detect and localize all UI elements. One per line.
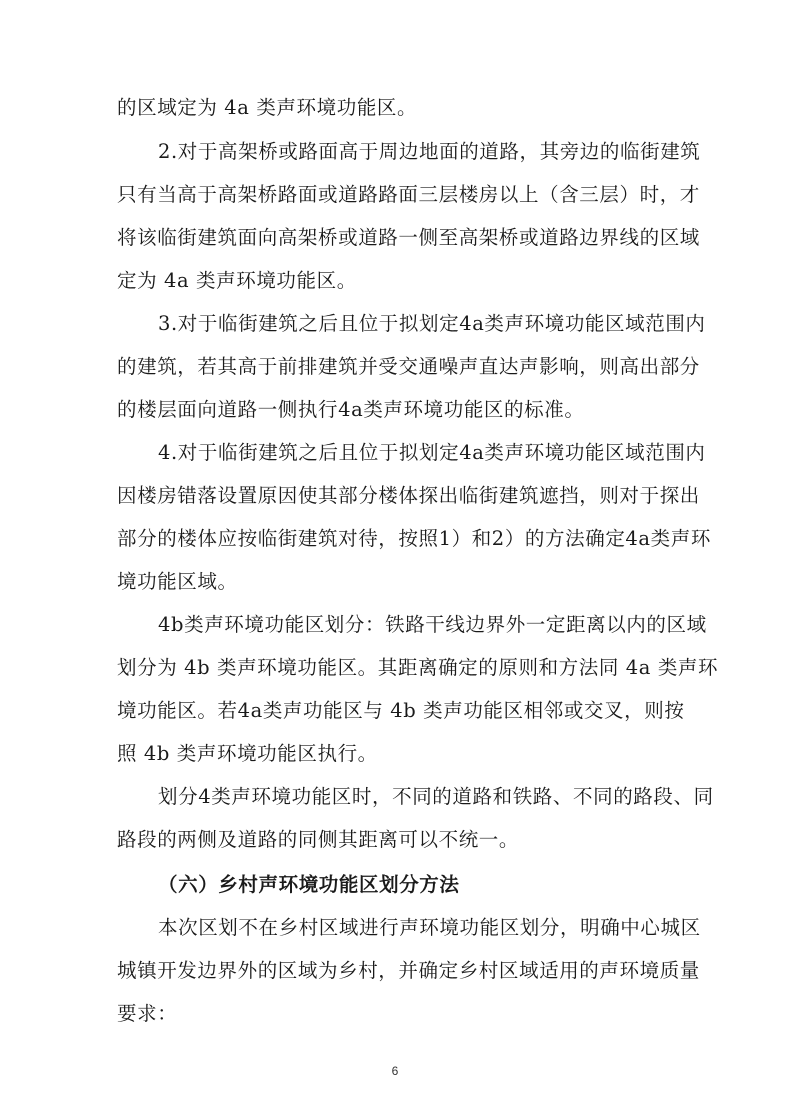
page-number: 6	[391, 1064, 399, 1078]
paragraph-line: 路段的两侧及道路的同侧其距离可以不统一。	[117, 828, 520, 851]
paragraph-line: 照 4b 类声环境功能区执行。	[117, 742, 378, 765]
paragraph-line: 划分为 4b 类声环境功能区。其距离确定的原则和方法同 4a 类声环	[117, 656, 719, 679]
paragraph-line: 将该临街建筑面向高架桥或道路一侧至高架桥或道路边界线的区域	[117, 226, 700, 249]
paragraph-line: 境功能区。若4a类声功能区与 4b 类声功能区相邻或交叉，则按	[117, 699, 685, 722]
paragraph-line: 定为 4a 类声环境功能区。	[117, 269, 357, 292]
paragraph-line: 因楼房错落设置原因使其部分楼体探出临街建筑遮挡，则对于探出	[117, 484, 700, 507]
paragraph-line: 城镇开发边界外的区域为乡村，并确定乡村区域适用的声环境质量	[117, 959, 700, 982]
paragraph-line: 只有当高于高架桥路面或道路路面三层楼房以上（含三层）时，才	[117, 183, 700, 206]
paragraph-line: 3.对于临街建筑之后且位于拟划定4a类声环境功能区域范围内	[158, 312, 706, 335]
paragraph-line: 境功能区域。	[117, 570, 238, 593]
paragraph-line: 划分4类声环境功能区时，不同的道路和铁路、不同的路段、同	[158, 785, 714, 808]
paragraph-line: 2.对于高架桥或路面高于周边地面的道路，其旁边的临街建筑	[158, 140, 701, 163]
paragraph-line: 的楼层面向道路一侧执行4a类声环境功能区的标准。	[117, 398, 585, 421]
paragraph-line: 本次区划不在乡村区域进行声环境功能区划分，明确中心城区	[158, 916, 701, 939]
paragraph-line: 4b类声环境功能区划分：铁路干线边界外一定距离以内的区域	[158, 613, 707, 636]
section-heading: （六）乡村声环境功能区划分方法	[158, 873, 460, 896]
paragraph-line: 4.对于临街建筑之后且位于拟划定4a类声环境功能区域范围内	[158, 441, 706, 464]
paragraph-line: 的建筑，若其高于前排建筑并受交通噪声直达声影响，则高出部分	[117, 355, 700, 378]
paragraph-line: 要求：	[117, 1002, 178, 1025]
paragraph-line: 部分的楼体应按临街建筑对待，按照1）和2）的方法确定4a类声环	[117, 527, 711, 550]
paragraph-line: 的区域定为 4a 类声环境功能区。	[117, 96, 418, 119]
